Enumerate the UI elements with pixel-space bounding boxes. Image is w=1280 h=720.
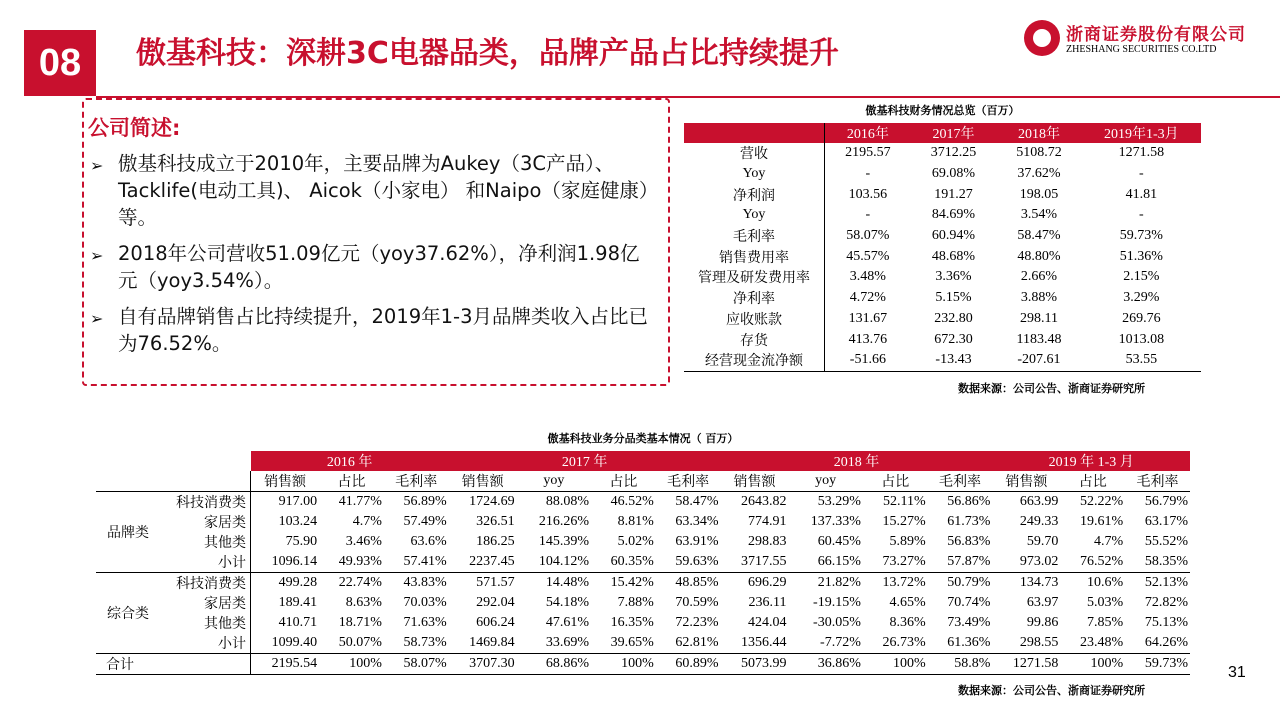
table-cell: 15.27% [882, 514, 926, 529]
table-cell: 100% [1060, 654, 1125, 675]
table-cell: 60.35% [610, 554, 654, 569]
table-cell: 103.56 [848, 186, 888, 202]
table-cell: 19.61% [1079, 514, 1124, 529]
table-cell: 58.07% [846, 228, 890, 244]
column-header: 占比 [319, 471, 384, 492]
header-spacer [96, 471, 251, 492]
arrow-bullet-icon: ➢ [90, 309, 104, 328]
column-header: 占比 [591, 471, 656, 492]
table-cell: 75.90 [285, 534, 318, 549]
table-cell: 45.57% [846, 248, 890, 264]
table-cell: 56.86% [947, 494, 991, 509]
table-cell: 100% [863, 654, 928, 675]
table-cell: 2.66% [1020, 269, 1058, 285]
table-cell: 1356.44 [740, 635, 787, 650]
table-cell: 56.79% [1144, 494, 1188, 509]
table-row [684, 329, 1201, 350]
row-label: 净利润 [684, 184, 825, 205]
table-cell: 88.08% [545, 494, 589, 509]
row-label: 营收 [684, 143, 825, 164]
summary-bullet [90, 303, 658, 357]
table-row [96, 492, 1190, 513]
logo-name-cn: 浙商证券股份有限公司 [1066, 25, 1246, 45]
table-cell: 5.02% [617, 534, 654, 549]
table-cell: 60.89% [656, 654, 721, 675]
table-cell: 663.99 [1019, 494, 1059, 509]
column-header: yoy [788, 471, 862, 492]
table-cell: 68.86% [517, 654, 591, 675]
table-cell: 58.47% [675, 494, 719, 509]
table-cell: 48.85% [656, 573, 721, 594]
table-cell: 51.36% [1119, 248, 1163, 264]
year-header: 2016 年 [251, 451, 449, 471]
table-cell: 10.6% [1060, 573, 1125, 594]
table-cell: 59.70 [1026, 534, 1059, 549]
financial-table-source: 数据来源：公司公告、浙商证券研究所 [958, 382, 1145, 395]
table-cell: 2.15% [1123, 269, 1160, 285]
table-cell: 103.24 [278, 514, 318, 529]
table-cell: 3707.30 [449, 654, 517, 675]
table-row [96, 593, 1190, 613]
table-cell: 56.83% [947, 534, 991, 549]
table-cell: 571.57 [449, 573, 517, 594]
category-label: 科技消费类 [160, 492, 251, 513]
table-cell: 48.80% [1017, 248, 1061, 264]
financial-table-caption: 傲基科技财务情况总览（百万） [865, 104, 1020, 117]
table-cell: 298.55 [1019, 635, 1059, 650]
column-header: 2017年 [911, 123, 996, 143]
table-cell: 5.03% [1086, 595, 1124, 610]
table-cell: 186.25 [476, 534, 515, 549]
table-cell: 1096.14 [271, 554, 318, 569]
column-header: 2016年 [825, 123, 911, 143]
table-cell: 59.73% [1125, 654, 1190, 675]
table-row [684, 288, 1201, 309]
logo-name-en: ZHESHANG SECURITIES CO.LTD [1066, 44, 1217, 55]
table-cell: 3.54% [1020, 207, 1058, 223]
table-cell: 1271.58 [992, 654, 1060, 675]
row-label: 应收账款 [684, 309, 825, 330]
table-cell: 53.29% [817, 494, 861, 509]
table-cell: 47.61% [545, 615, 589, 630]
table-cell: 1724.69 [469, 494, 515, 509]
table-cell: 43.83% [384, 573, 449, 594]
company-logo [1024, 18, 1264, 64]
table-cell: 696.29 [721, 573, 789, 594]
table-cell: 70.74% [947, 595, 991, 610]
table-cell: 66.15% [817, 554, 861, 569]
row-label: 销售费用率 [684, 246, 825, 267]
table-cell: 59.63% [675, 554, 719, 569]
column-header: 毛利率 [656, 471, 721, 492]
table-cell: 1013.08 [1118, 331, 1165, 347]
table-cell: 191.27 [934, 186, 973, 202]
table-cell: 13.72% [863, 573, 928, 594]
column-header: yoy [517, 471, 591, 492]
table-cell: 3.46% [345, 534, 382, 549]
table-cell: 50.07% [338, 635, 382, 650]
table-cell: 26.73% [882, 635, 926, 650]
table-cell: -51.66 [825, 350, 911, 371]
table-row [96, 613, 1190, 633]
table-row [96, 532, 1190, 552]
table-cell: 424.04 [747, 615, 787, 630]
table-cell: - [1139, 166, 1144, 182]
table-cell: 100% [319, 654, 384, 675]
table-cell: 60.45% [817, 534, 861, 549]
table-cell: 18.71% [338, 615, 382, 630]
table-cell: 7.85% [1086, 615, 1124, 630]
page-number: 31 [1228, 664, 1246, 681]
column-header: 销售额 [992, 471, 1060, 492]
table-row [96, 552, 1190, 573]
row-label: 存货 [684, 329, 825, 350]
row-label: 净利率 [684, 288, 825, 309]
table-cell: 61.73% [947, 514, 991, 529]
arrow-bullet-icon: ➢ [90, 156, 104, 175]
table-cell: 3.48% [849, 269, 886, 285]
table-cell: 71.63% [403, 615, 447, 630]
table-cell: 4.7% [352, 514, 382, 529]
table-row [96, 633, 1190, 654]
table-cell: 54.18% [545, 595, 589, 610]
year-header: 2018 年 [721, 451, 993, 471]
page-title: 傲基科技：深耕3C电器品类，品牌产品占比持续提升 [136, 36, 839, 71]
table-cell: 63.97 [1026, 595, 1059, 610]
table-cell: 72.23% [675, 615, 719, 630]
group-label: 综合类 [96, 573, 160, 654]
table-cell: 63.91% [675, 534, 719, 549]
table-cell: 22.74% [319, 573, 384, 594]
table-cell: 39.65% [610, 635, 654, 650]
table-cell: 137.33% [810, 514, 861, 529]
segment-table-caption: 傲基科技业务分品类基本情况（ 百万） [547, 432, 739, 445]
table-row [684, 267, 1201, 288]
table-row [684, 143, 1201, 164]
table-cell: 75.13% [1144, 615, 1188, 630]
table-cell: 774.91 [747, 514, 787, 529]
table-cell: 58.8% [928, 654, 993, 675]
table-cell: 76.52% [1079, 554, 1124, 569]
table-cell: 62.81% [675, 635, 719, 650]
table-cell: 198.05 [1019, 186, 1059, 202]
table-cell: 2237.45 [469, 554, 515, 569]
table-cell: 72.82% [1144, 595, 1188, 610]
table-cell: 2195.54 [251, 654, 320, 675]
table-cell: 326.51 [476, 514, 515, 529]
segment-table-source: 数据来源：公司公告、浙商证券研究所 [958, 684, 1145, 697]
column-header: 毛利率 [1125, 471, 1190, 492]
category-label: 家居类 [160, 512, 251, 532]
table-cell: -13.43 [911, 350, 996, 371]
table-cell: 292.04 [476, 595, 515, 610]
table-cell: 5073.99 [721, 654, 789, 675]
table-cell: 57.87% [947, 554, 991, 569]
table-cell: 84.69% [931, 207, 976, 223]
column-header: 毛利率 [384, 471, 449, 492]
table-cell: 14.48% [517, 573, 591, 594]
column-header: 销售额 [251, 471, 320, 492]
table-cell: 33.69% [545, 635, 589, 650]
table-cell: 64.26% [1144, 635, 1188, 650]
table-cell: 134.73 [992, 573, 1060, 594]
table-cell: 58.47% [1017, 228, 1061, 244]
table-cell: 73.49% [947, 615, 991, 630]
table-cell: 216.26% [538, 514, 589, 529]
table-cell: 2195.57 [845, 145, 891, 161]
table-cell: 48.68% [931, 248, 976, 264]
table-cell: 100% [591, 654, 656, 675]
table-cell: - [1139, 207, 1144, 223]
row-label: Yoy [684, 164, 825, 185]
table-cell: 60.94% [931, 228, 976, 244]
table-cell: 3712.25 [930, 145, 977, 161]
table-cell: 499.28 [251, 573, 320, 594]
table-cell: 5108.72 [1016, 145, 1062, 161]
table-cell: 189.41 [278, 595, 318, 610]
column-header: 占比 [863, 471, 928, 492]
table-cell: 8.81% [617, 514, 654, 529]
table-row [684, 350, 1201, 371]
table-cell: 21.82% [788, 573, 862, 594]
year-header: 2019 年 1-3 月 [992, 451, 1190, 471]
table-row [684, 164, 1201, 185]
table-row [96, 573, 1190, 594]
table-cell: 3.88% [1020, 290, 1058, 306]
table-cell: 917.00 [278, 494, 318, 509]
table-cell: 58.73% [403, 635, 447, 650]
table-cell: 63.17% [1144, 514, 1188, 529]
table-cell: 70.59% [675, 595, 719, 610]
table-cell: - [865, 166, 871, 182]
total-row [96, 654, 1190, 675]
table-cell: 8.63% [345, 595, 382, 610]
table-cell: 3717.55 [740, 554, 787, 569]
table-cell: 37.62% [1017, 166, 1061, 182]
summary-bullet-text: 2018年公司营收51.09亿元（yoy37.62%），净利润1.98亿元（yoy3.54%）。 [118, 242, 640, 292]
category-label: 其他类 [160, 613, 251, 633]
column-header: 2018年 [996, 123, 1081, 143]
table-cell: -30.05% [813, 615, 861, 630]
summary-bullet-text: 自有品牌销售占比持续提升，2019年1-3月品牌类收入占比已为76.52%。 [118, 305, 648, 355]
table-cell: 269.76 [1122, 310, 1161, 326]
table-cell: 15.42% [591, 573, 656, 594]
table-cell: 232.80 [934, 310, 973, 326]
table-cell: 99.86 [1026, 615, 1059, 630]
table-cell: 53.55 [1082, 350, 1201, 371]
table-cell: -7.72% [820, 635, 861, 650]
company-summary-heading: 公司简述: [88, 116, 181, 140]
column-header: 销售额 [721, 471, 789, 492]
table-cell: 36.86% [788, 654, 862, 675]
table-cell: 52.11% [882, 494, 926, 509]
table-cell: -19.15% [813, 595, 861, 610]
table-cell: 49.93% [338, 554, 382, 569]
table-cell: 1271.58 [1118, 145, 1165, 161]
segment-breakdown-table [96, 451, 1190, 675]
table-cell: 145.39% [538, 534, 589, 549]
table-cell: 41.77% [338, 494, 382, 509]
table-cell: 236.11 [748, 595, 787, 610]
column-header [684, 123, 825, 143]
table-cell: 413.76 [848, 331, 888, 347]
table-cell: 73.27% [882, 554, 926, 569]
table-cell: - [865, 207, 871, 223]
arrow-bullet-icon: ➢ [90, 246, 104, 265]
column-header: 2019年1-3月 [1082, 123, 1201, 143]
table-cell: 1183.48 [1016, 331, 1062, 347]
summary-bullet-text: 傲基科技成立于2010年，主要品牌为Aukey（3C产品）、Tacklife(电动工具)、 Aicok（小家电） 和Naipo（家庭健康）等。 [118, 152, 649, 229]
row-label: 毛利率 [684, 226, 825, 247]
row-label: 管理及研发费用率 [684, 267, 825, 288]
table-cell: 16.35% [610, 615, 654, 630]
table-cell: 1099.40 [271, 635, 318, 650]
table-cell: 4.65% [889, 595, 926, 610]
table-cell: 7.88% [617, 595, 654, 610]
table-cell: 58.35% [1144, 554, 1188, 569]
table-cell: 298.11 [1019, 310, 1058, 326]
column-header: 占比 [1060, 471, 1125, 492]
table-cell: 973.02 [1019, 554, 1059, 569]
row-label: Yoy [684, 205, 825, 226]
summary-bullet [90, 150, 658, 231]
table-cell: 1469.84 [469, 635, 515, 650]
table-cell: -207.61 [996, 350, 1081, 371]
table-cell: 52.22% [1079, 494, 1124, 509]
category-label: 其他类 [160, 532, 251, 552]
table-cell: 55.52% [1144, 534, 1188, 549]
table-cell: 59.73% [1119, 228, 1163, 244]
table-cell: 249.33 [1019, 514, 1059, 529]
total-label: 合计 [96, 654, 251, 675]
table-row [684, 205, 1201, 226]
table-cell: 57.49% [403, 514, 447, 529]
category-label: 小计 [160, 633, 251, 654]
table-cell: 23.48% [1079, 635, 1124, 650]
year-header: 2017 年 [449, 451, 721, 471]
table-cell: 46.52% [610, 494, 654, 509]
table-cell: 58.07% [384, 654, 449, 675]
category-label: 小计 [160, 552, 251, 573]
table-cell: 2643.82 [740, 494, 787, 509]
table-row [96, 512, 1190, 532]
table-row [684, 226, 1201, 247]
table-row [684, 184, 1201, 205]
table-cell: 52.13% [1125, 573, 1190, 594]
table-cell: 131.67 [848, 310, 888, 326]
column-header: 毛利率 [928, 471, 993, 492]
table-cell: 3.36% [935, 269, 972, 285]
header-spacer [96, 451, 251, 471]
table-cell: 298.83 [747, 534, 787, 549]
table-cell: 63.34% [675, 514, 719, 529]
summary-bullet [90, 240, 658, 294]
table-cell: 41.81 [1125, 186, 1158, 202]
table-cell: 63.6% [410, 534, 447, 549]
group-label: 品牌类 [107, 526, 149, 541]
table-cell: 3.29% [1123, 290, 1160, 306]
financial-summary-table [684, 123, 1201, 372]
section-number-badge: 08 [24, 30, 96, 96]
table-cell: 61.36% [947, 635, 991, 650]
table-cell: 8.36% [889, 615, 926, 630]
table-cell: 4.72% [849, 290, 886, 306]
table-cell: 50.79% [928, 573, 993, 594]
category-label: 科技消费类 [160, 573, 251, 594]
table-cell: 410.71 [278, 615, 318, 630]
table-cell: 104.12% [538, 554, 589, 569]
table-cell: 5.15% [935, 290, 972, 306]
table-cell: 70.03% [403, 595, 447, 610]
table-cell: 4.7% [1093, 534, 1124, 549]
row-label: 经营现金流净额 [684, 350, 825, 371]
table-cell: 57.41% [403, 554, 447, 569]
table-cell: 5.89% [889, 534, 926, 549]
table-cell: 56.89% [403, 494, 447, 509]
logo-mark-icon [1024, 20, 1060, 56]
category-label: 家居类 [160, 593, 251, 613]
column-header: 销售额 [449, 471, 517, 492]
table-row [684, 309, 1201, 330]
table-cell: 606.24 [476, 615, 515, 630]
table-cell: 69.08% [931, 166, 976, 182]
table-cell: 672.30 [934, 331, 973, 347]
table-row [684, 246, 1201, 267]
